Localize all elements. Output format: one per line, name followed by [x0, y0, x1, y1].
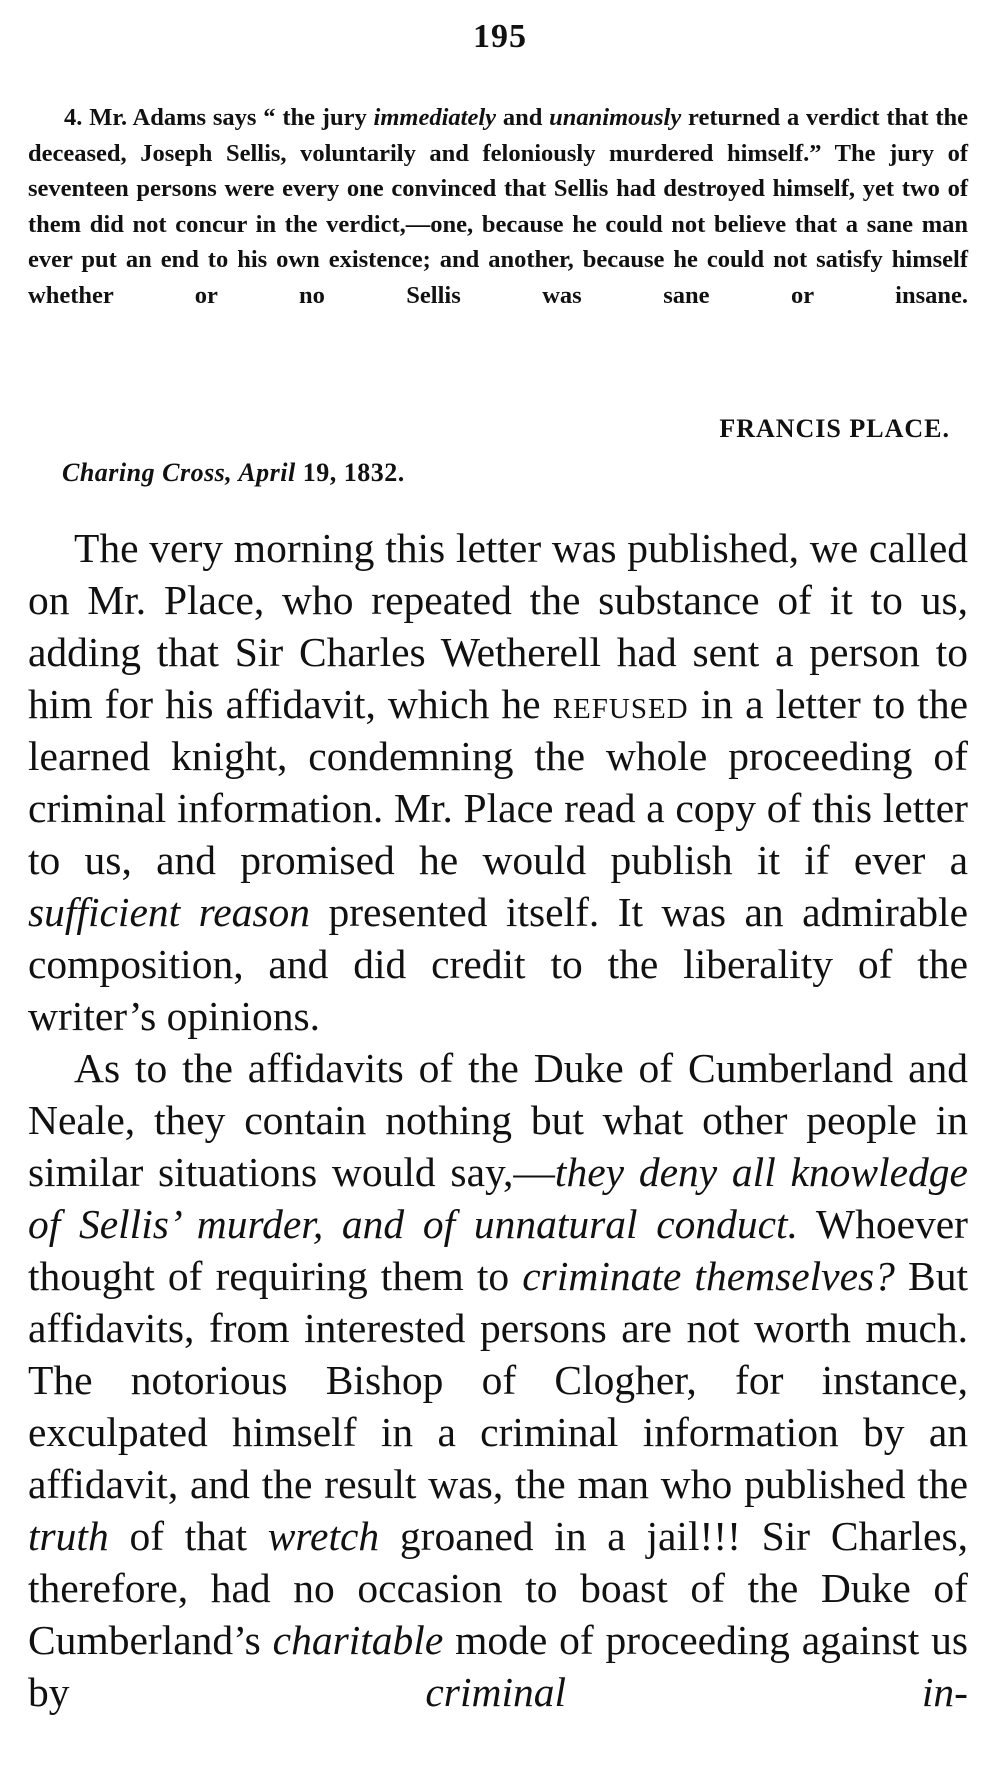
body-emphasis: sufficient reason: [28, 889, 311, 935]
body-emphasis: criminate themselves?: [522, 1253, 895, 1299]
footnote-text: returned a verdict that the deceased, Joseph Sellis, voluntarily and feloniously murdered himself.” The jury of seventeen persons were every one convinced that Sellis had destroyed himself, yet two of them did not concur in the verdict,—one, because he could not believe that a sane man ever put an end to his own existence; and another, because he could not satisfy himself whether or no Sellis was sane or insane.: [28, 104, 968, 309]
body-emphasis: criminal in-: [425, 1669, 969, 1715]
body-emphasis: charitable: [272, 1617, 444, 1663]
body-text: The very morning this letter was published, we called on Mr. Place, who repeated the substance of it to us, adding that Sir Charles Wetherell had sent a person to him for his affidavit, which he: [28, 525, 968, 727]
body-text: groaned in a jail!!! Sir Charles, therefore, had no occasion to boast of the Duke of Cumberland’s: [28, 1513, 968, 1663]
body-text: mode of proceeding against us by: [28, 1617, 968, 1715]
body-emphasis: wretch: [267, 1513, 380, 1559]
body-text: As to the affidavits of the Duke of Cumberland and Neale, they contain nothing but what other people in similar situations would say,—: [28, 1045, 968, 1195]
body-text: in a letter to the learned knight, condemning the whole proceeding of criminal information. Mr. Place read a copy of this letter to us, and promised he would publish it if ever a: [28, 681, 968, 883]
footnote-emphasis: unanimously: [549, 104, 682, 131]
footnote-paragraph: [28, 100, 968, 349]
main-text: [28, 522, 968, 1770]
body-text: But affidavits, from interested persons are not worth much. The notorious Bishop of Clogher, for instance, exculpated himself in a criminal information by an affidavit, and the result was, the man who published the: [28, 1253, 968, 1507]
footnote-signature: FRANCIS PLACE.: [719, 414, 950, 443]
page-number: 195: [473, 18, 527, 55]
footnote-emphasis: immediately: [373, 104, 496, 131]
footnote-text: and: [496, 104, 550, 131]
body-small-caps: refused: [552, 681, 689, 727]
dateline-place: Charing Cross, April: [62, 458, 296, 487]
body-text: Whoever thought of requiring them to: [28, 1201, 968, 1299]
body-text: of that: [108, 1513, 268, 1559]
body-emphasis: they deny all knowledge of Sellis’ murder, and of unnatural conduct.: [28, 1149, 968, 1247]
dateline-date: 19, 1832.: [295, 458, 405, 487]
footnote: [28, 100, 968, 349]
body-text: presented itself. It was an admirable composition, and did credit to the liberality of the writer’s opinions.: [28, 889, 968, 1039]
body-paragraph-1: [28, 522, 968, 1042]
body-paragraph-2: [28, 1042, 968, 1770]
body-emphasis: truth: [28, 1513, 109, 1559]
footnote-dateline: [62, 458, 405, 488]
footnote-text: 4. Mr. Adams says “ the jury: [64, 104, 374, 131]
